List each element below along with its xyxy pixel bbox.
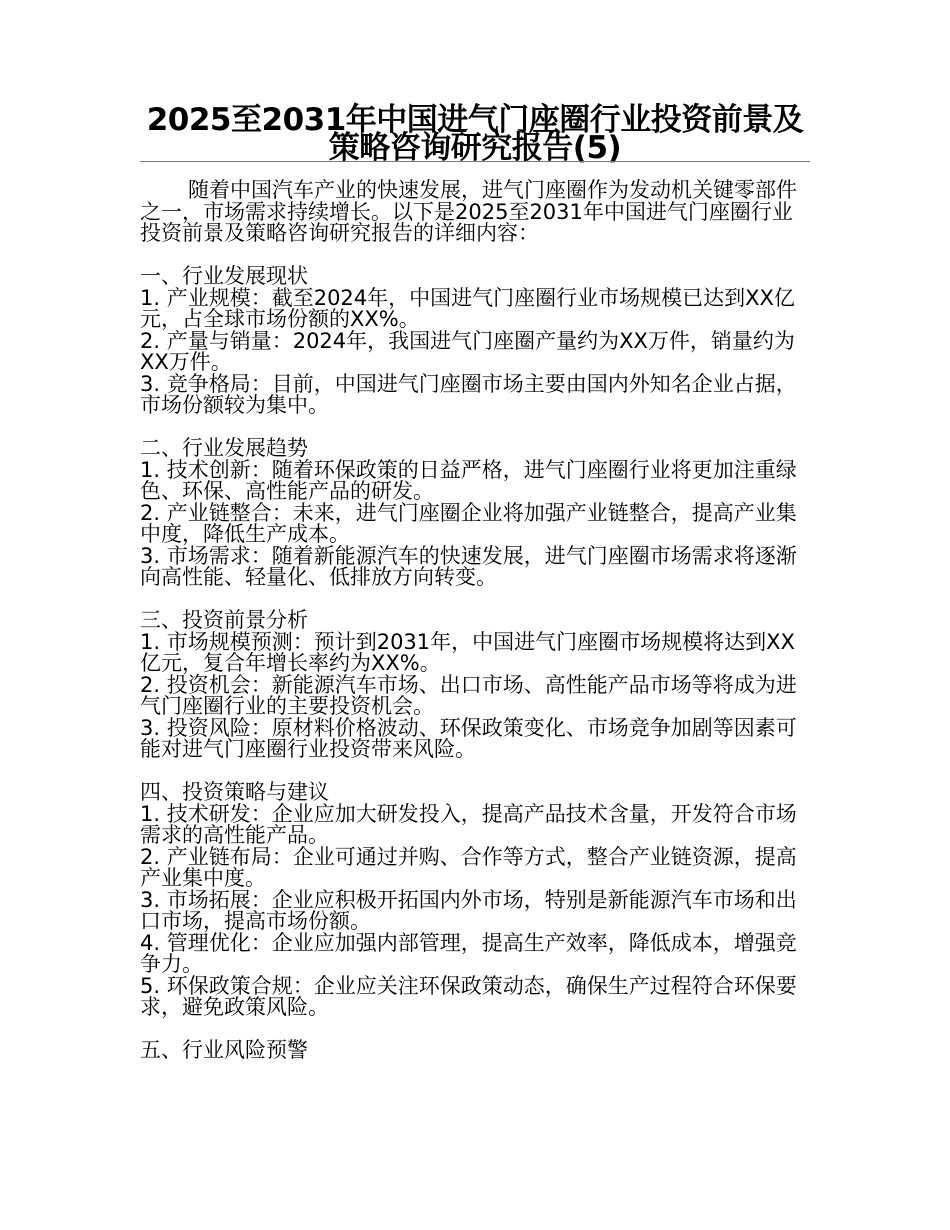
list-item: 1. 技术创新：随着环保政策的日益严格，进气门座圈行业将更加注重绿色、环保、高性能产品的研发。: [140, 457, 797, 503]
section-heading: 五、行业风险预警: [140, 1038, 308, 1062]
list-item: 1. 技术研发：企业应加大研发投入，提高产品技术含量，开发符合市场需求的高性能产品。: [140, 801, 797, 847]
document-title: 2025至2031年中国进气门座圈行业投资前景及策略咨询研究报告(5): [146, 102, 804, 166]
list-item: 2. 投资机会：新能源汽车市场、出口市场、高性能产品市场等将成为进气门座圈行业的主要投资机会。: [140, 672, 797, 718]
list-item: 3. 竞争格局：目前，中国进气门座圈市场主要由国内外知名企业占据，市场份额较为集中。: [140, 371, 797, 417]
section-heading: 一、行业发展现状: [140, 264, 308, 288]
list-item: 5. 环保政策合规：企业应关注环保政策动态，确保生产过程符合环保要求，避免政策风险。: [140, 973, 797, 1019]
list-item: 2. 产业链布局：企业可通过并购、合作等方式，整合产业链资源，提高产业集中度。: [140, 844, 797, 890]
list-item: 3. 市场需求：随着新能源汽车的快速发展，进气门座圈市场需求将逐渐向高性能、轻量化、低排放方向转变。: [140, 543, 797, 589]
list-item: 1. 市场规模预测：预计到2031年，中国进气门座圈市场规模将达到XX亿元，复合年增长率约为XX%。: [140, 629, 795, 675]
paragraph-gap: [140, 761, 812, 783]
title-underline: [140, 161, 810, 162]
section-heading: 三、投资前景分析: [140, 608, 308, 632]
paragraph-gap: [140, 417, 812, 439]
list-item: 2. 产量与销量：2024年，我国进气门座圈产量约为XX万件，销量约为XX万件。: [140, 328, 795, 374]
section-heading: 二、行业发展趋势: [140, 436, 308, 460]
paragraph-gap: [140, 245, 812, 267]
section-heading: 四、投资策略与建议: [140, 780, 329, 804]
paragraph-gap: [140, 1019, 812, 1041]
list-item: 1. 产业规模：截至2024年，中国进气门座圈行业市场规模已达到XX亿元，占全球市场份额的XX%。: [140, 285, 795, 331]
list-item: 3. 投资风险：原材料价格波动、环保政策变化、市场竞争加剧等因素可能对进气门座圈行业投资带来风险。: [140, 715, 797, 761]
paragraph-gap: [140, 589, 812, 611]
list-item: 4. 管理优化：企业应加强内部管理，提高生产效率，降低成本，增强竞争力。: [140, 930, 797, 976]
intro-paragraph: 随着中国汽车产业的快速发展，进气门座圈作为发动机关键零部件之一，市场需求持续增长。以下是2025至2031年中国进气门座圈行业投资前景及策略咨询研究报告的详细内容：: [140, 178, 797, 245]
list-item: 2. 产业链整合：未来，进气门座圈企业将加强产业链整合，提高产业集中度，降低生产成本。: [140, 500, 797, 546]
list-item: 3. 市场拓展：企业应积极开拓国内外市场，特别是新能源汽车市场和出口市场，提高市场份额。: [140, 887, 797, 933]
document-body: [140, 180, 812, 1062]
